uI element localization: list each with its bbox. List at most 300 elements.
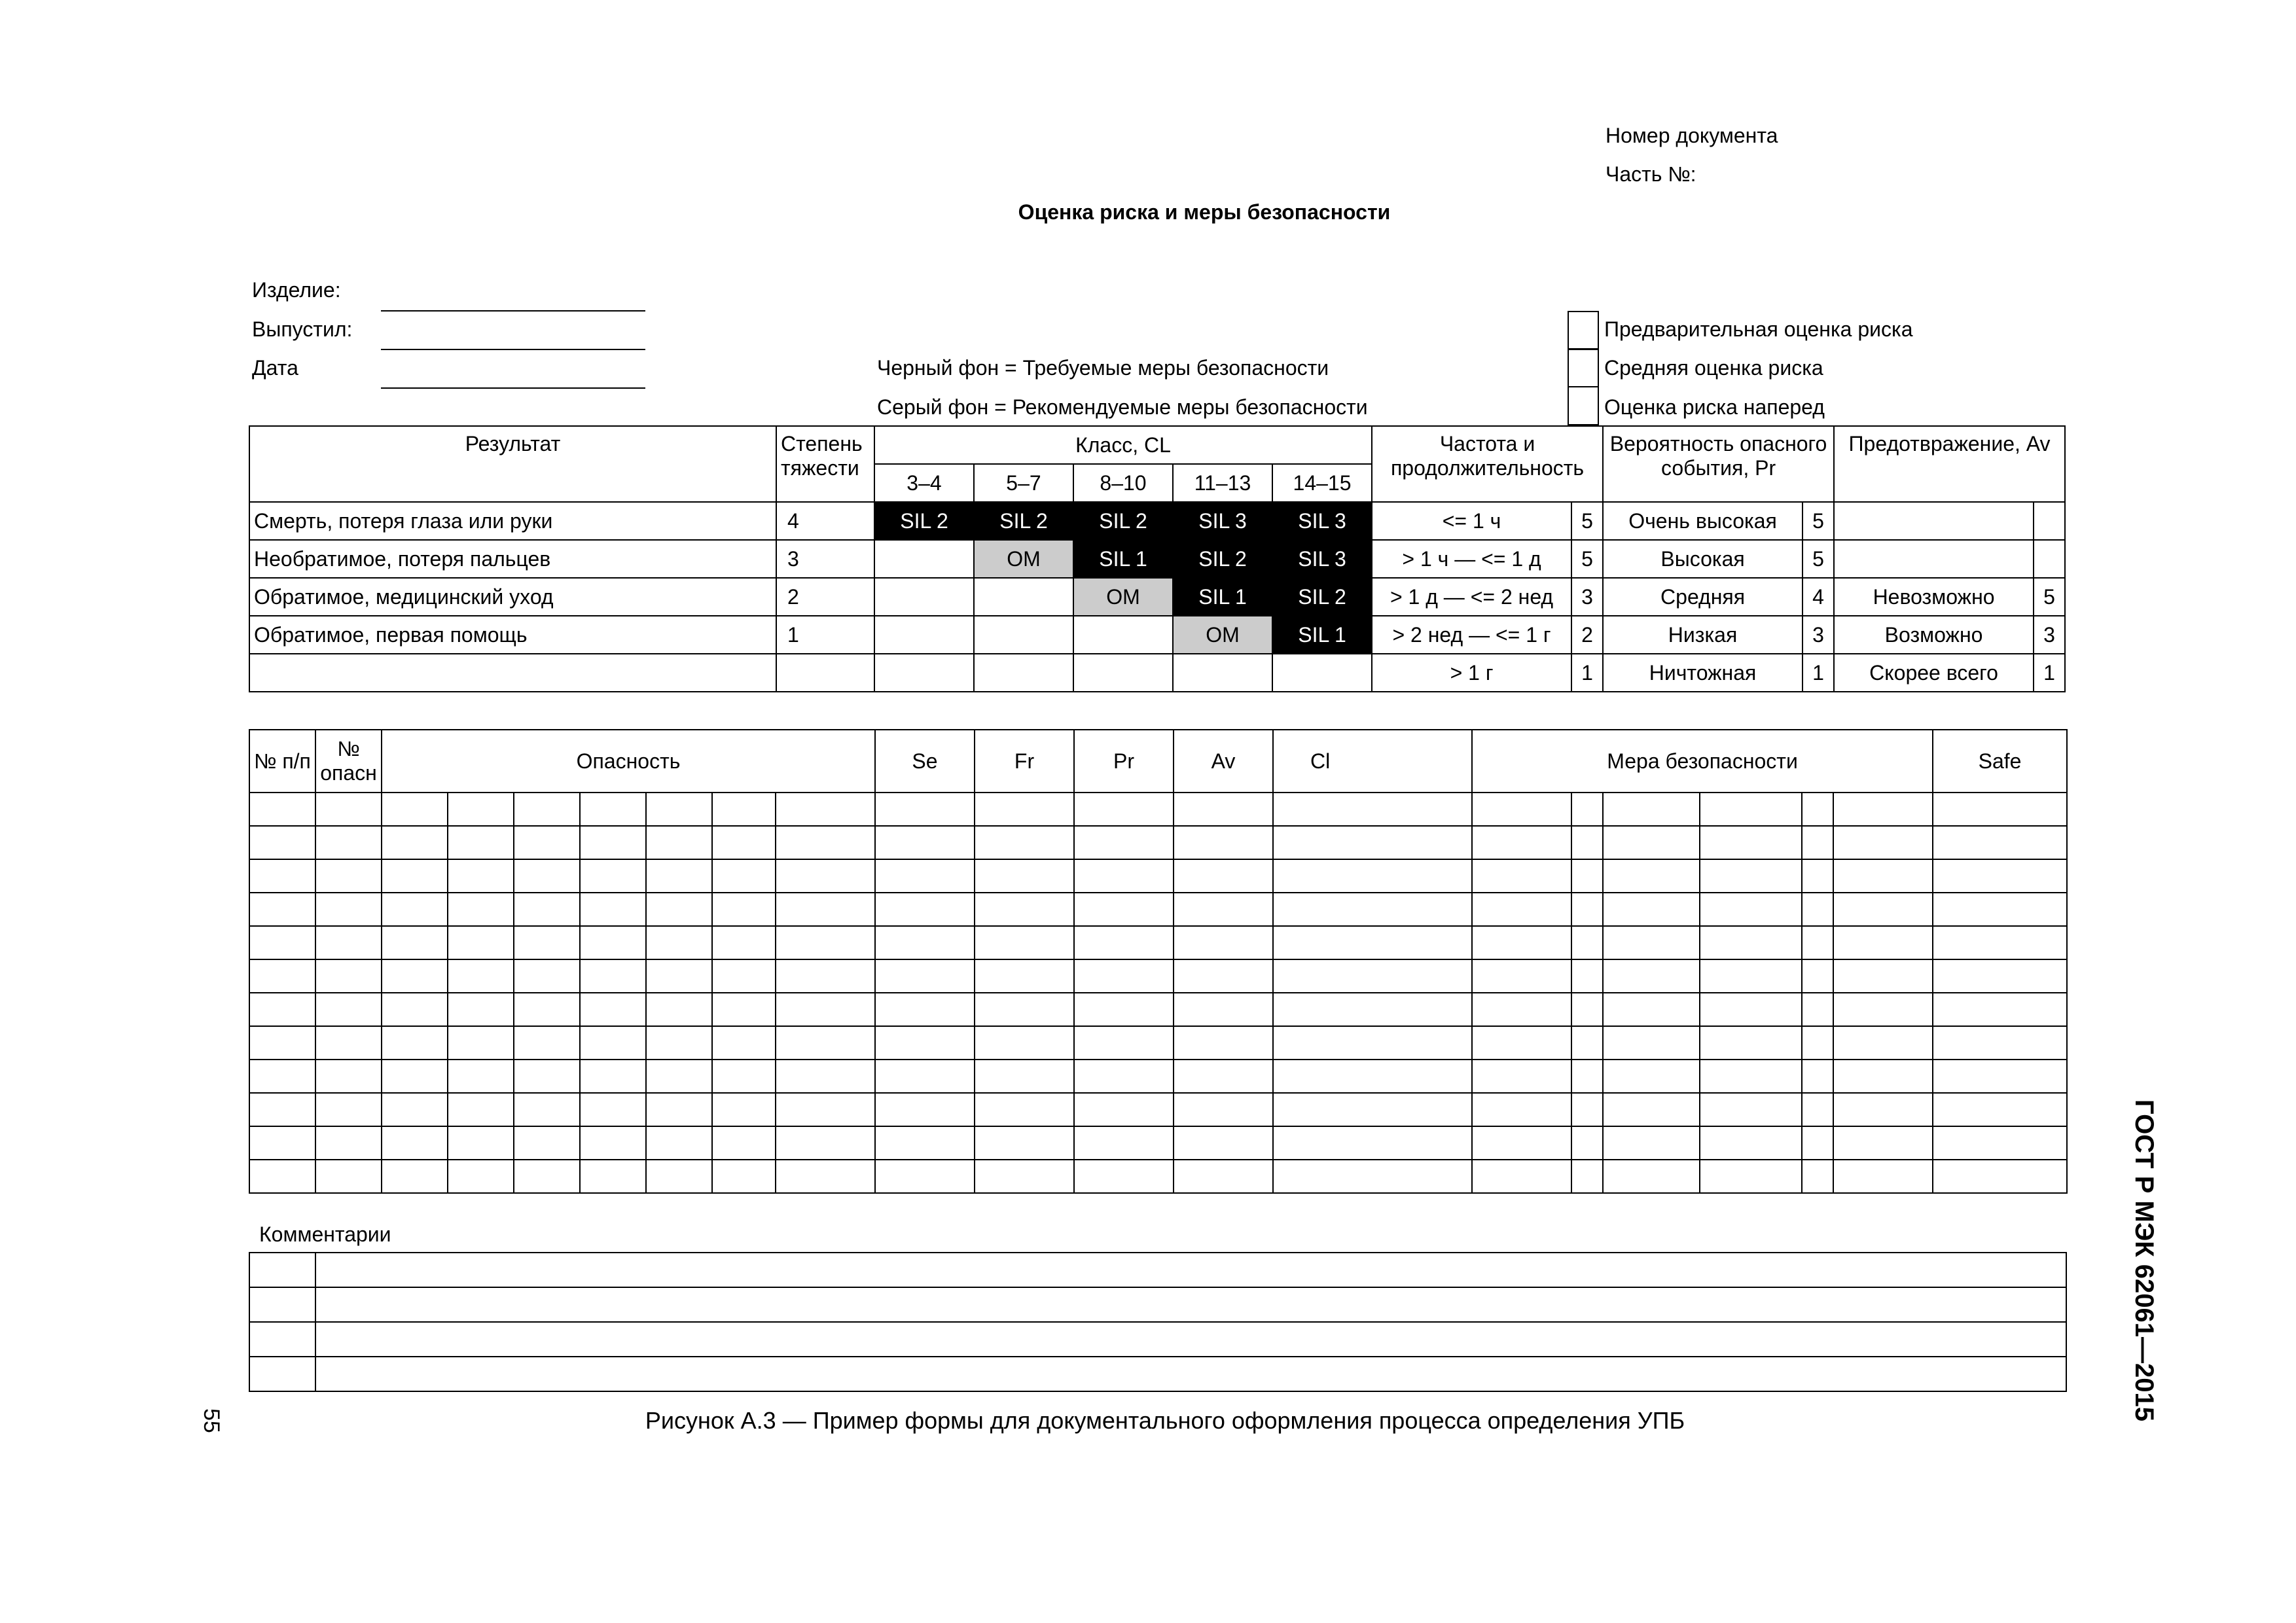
hazard-cell[interactable] bbox=[249, 1060, 315, 1093]
hazard-cell[interactable] bbox=[448, 1126, 514, 1160]
hazard-cell[interactable] bbox=[1933, 1026, 2067, 1060]
hazard-cell[interactable] bbox=[1802, 926, 1833, 959]
hazard-cell[interactable] bbox=[712, 993, 776, 1026]
hazard-cell[interactable] bbox=[1074, 793, 1174, 826]
hazard-cell[interactable] bbox=[1933, 1093, 2067, 1126]
hazard-cell[interactable] bbox=[975, 1026, 1074, 1060]
hazard-cell[interactable] bbox=[1833, 993, 1933, 1026]
hazard-cell[interactable] bbox=[712, 959, 776, 993]
class-range-0: 3–4 bbox=[874, 464, 974, 502]
hazard-cell[interactable] bbox=[875, 1126, 975, 1160]
avoidance-cell bbox=[1834, 502, 2034, 540]
hazard-cell[interactable] bbox=[975, 1126, 1074, 1160]
comment-text-cell[interactable] bbox=[315, 1357, 2066, 1391]
hazard-cell[interactable] bbox=[249, 826, 315, 859]
hazard-cell[interactable] bbox=[975, 926, 1074, 959]
hazard-cell[interactable] bbox=[1571, 926, 1603, 959]
hazard-cell[interactable] bbox=[712, 826, 776, 859]
comment-text-cell[interactable] bbox=[315, 1322, 2066, 1357]
assessment-preliminary-label: Предварительная оценка риска bbox=[1604, 317, 1913, 341]
hazard-cell[interactable] bbox=[1174, 993, 1273, 1026]
hazard-cell[interactable] bbox=[1700, 826, 1802, 859]
hazard-cell[interactable] bbox=[1074, 1126, 1174, 1160]
class-cell bbox=[974, 654, 1073, 692]
issued-label: Выпустил: bbox=[252, 317, 353, 341]
hazard-cell[interactable] bbox=[712, 1126, 776, 1160]
avoidance-cell: Возможно bbox=[1834, 616, 2034, 654]
hazard-cell[interactable] bbox=[1700, 1060, 1802, 1093]
hazard-cell[interactable] bbox=[580, 893, 646, 926]
hazard-cell[interactable] bbox=[1174, 1060, 1273, 1093]
hazard-cell[interactable] bbox=[448, 859, 514, 893]
hazard-row bbox=[249, 893, 2067, 926]
hazard-cell[interactable] bbox=[875, 793, 975, 826]
hazard-cell[interactable] bbox=[875, 826, 975, 859]
hazard-cell[interactable] bbox=[448, 893, 514, 926]
hazard-cell[interactable] bbox=[1802, 893, 1833, 926]
hazard-cell[interactable] bbox=[448, 793, 514, 826]
comment-number-cell[interactable] bbox=[249, 1287, 315, 1322]
hazard-cell[interactable] bbox=[315, 859, 382, 893]
hazard-cell[interactable] bbox=[975, 1060, 1074, 1093]
hazard-cell[interactable] bbox=[1700, 959, 1802, 993]
hazard-cell[interactable] bbox=[1833, 793, 1933, 826]
hazard-cell[interactable] bbox=[1933, 993, 2067, 1026]
hazard-cell[interactable] bbox=[1074, 1026, 1174, 1060]
hazard-cell[interactable] bbox=[514, 1093, 580, 1126]
hazard-cell[interactable] bbox=[875, 1160, 975, 1193]
hazard-cell[interactable] bbox=[249, 1093, 315, 1126]
hazard-cell[interactable] bbox=[1833, 1026, 1933, 1060]
hazard-cell[interactable] bbox=[1603, 826, 1700, 859]
hazard-cell[interactable] bbox=[580, 1160, 646, 1193]
product-field[interactable] bbox=[381, 310, 645, 312]
hazard-cell[interactable] bbox=[1472, 1126, 1571, 1160]
hazard-cell[interactable] bbox=[382, 926, 448, 959]
hazard-cell[interactable] bbox=[448, 993, 514, 1026]
comment-text-cell[interactable] bbox=[315, 1287, 2066, 1322]
hazard-cell[interactable] bbox=[1472, 1160, 1571, 1193]
class-cell: OM bbox=[1073, 578, 1173, 616]
hazard-cell[interactable] bbox=[1833, 926, 1933, 959]
hazard-cell[interactable] bbox=[1603, 1093, 1700, 1126]
hazard-cell[interactable] bbox=[1174, 1093, 1273, 1126]
hazard-cell[interactable] bbox=[315, 926, 382, 959]
hazard-cell[interactable] bbox=[249, 959, 315, 993]
hazard-cell[interactable] bbox=[580, 826, 646, 859]
hazard-cell[interactable] bbox=[875, 1093, 975, 1126]
hazard-cell[interactable] bbox=[580, 859, 646, 893]
header-se: Se bbox=[875, 730, 975, 793]
hazard-cell[interactable] bbox=[315, 1060, 382, 1093]
hazard-cell[interactable] bbox=[646, 1060, 712, 1093]
hazard-cell[interactable] bbox=[580, 1093, 646, 1126]
hazard-cell[interactable] bbox=[1833, 859, 1933, 893]
hazard-cell[interactable] bbox=[1571, 1160, 1603, 1193]
hazard-cell[interactable] bbox=[315, 959, 382, 993]
hazard-cell[interactable] bbox=[1833, 826, 1933, 859]
probability-cell: Средняя bbox=[1603, 578, 1803, 616]
hazard-cell[interactable] bbox=[1472, 993, 1571, 1026]
hazard-cell[interactable] bbox=[1802, 959, 1833, 993]
checkbox-preliminary[interactable] bbox=[1568, 311, 1599, 350]
hazard-cell[interactable] bbox=[1174, 859, 1273, 893]
hazard-cell[interactable] bbox=[1933, 1060, 2067, 1093]
hazard-cell[interactable] bbox=[1571, 893, 1603, 926]
class-cell: SIL 1 bbox=[1272, 616, 1372, 654]
hazard-cell[interactable] bbox=[382, 1060, 448, 1093]
hazard-cell[interactable] bbox=[712, 859, 776, 893]
hazard-cell[interactable] bbox=[1802, 1093, 1833, 1126]
hazard-cell[interactable] bbox=[1603, 993, 1700, 1026]
hazard-cell[interactable] bbox=[1273, 1026, 1472, 1060]
class-cell bbox=[1073, 616, 1173, 654]
hazard-cell[interactable] bbox=[1472, 926, 1571, 959]
comment-text-cell[interactable] bbox=[315, 1253, 2066, 1287]
hazard-cell[interactable] bbox=[1603, 1026, 1700, 1060]
hazard-cell[interactable] bbox=[776, 859, 875, 893]
hazard-cell[interactable] bbox=[712, 893, 776, 926]
hazard-cell[interactable] bbox=[1472, 959, 1571, 993]
class-cell: SIL 2 bbox=[1073, 502, 1173, 540]
hazard-cell[interactable] bbox=[646, 1093, 712, 1126]
hazard-cell[interactable] bbox=[382, 1093, 448, 1126]
hazard-cell[interactable] bbox=[1833, 1060, 1933, 1093]
hazard-cell[interactable] bbox=[1571, 1093, 1603, 1126]
hazard-cell[interactable] bbox=[776, 793, 875, 826]
hazard-cell[interactable] bbox=[646, 859, 712, 893]
hazard-cell[interactable] bbox=[1933, 826, 2067, 859]
checkbox-intermediate[interactable] bbox=[1568, 348, 1599, 387]
hazard-cell[interactable] bbox=[1933, 1126, 2067, 1160]
hazard-cell[interactable] bbox=[1273, 1060, 1472, 1093]
hazard-cell[interactable] bbox=[875, 1026, 975, 1060]
hazard-cell[interactable] bbox=[975, 859, 1074, 893]
hazard-cell[interactable] bbox=[448, 1026, 514, 1060]
hazard-cell[interactable] bbox=[776, 959, 875, 993]
hazard-cell[interactable] bbox=[1933, 793, 2067, 826]
frequency-score-cell: 1 bbox=[1571, 654, 1603, 692]
frequency-score-cell: 2 bbox=[1571, 616, 1603, 654]
hazard-cell[interactable] bbox=[1273, 893, 1472, 926]
hazard-cell[interactable] bbox=[382, 826, 448, 859]
hazard-cell[interactable] bbox=[448, 1160, 514, 1193]
hazard-cell[interactable] bbox=[1472, 826, 1571, 859]
hazard-cell[interactable] bbox=[1472, 893, 1571, 926]
hazard-cell[interactable] bbox=[776, 926, 875, 959]
hazard-cell[interactable] bbox=[1700, 1093, 1802, 1126]
hazard-cell[interactable] bbox=[975, 993, 1074, 1026]
hazard-cell[interactable] bbox=[646, 1026, 712, 1060]
hazard-cell[interactable] bbox=[646, 926, 712, 959]
hazard-cell[interactable] bbox=[1933, 926, 2067, 959]
hazard-cell[interactable] bbox=[1074, 893, 1174, 926]
hazard-cell[interactable] bbox=[315, 1026, 382, 1060]
hazard-cell[interactable] bbox=[514, 859, 580, 893]
hazard-cell[interactable] bbox=[1802, 1160, 1833, 1193]
hazard-cell[interactable] bbox=[1174, 893, 1273, 926]
assessment-forward-label: Оценка риска наперед bbox=[1604, 395, 1825, 419]
class-cell: SIL 2 bbox=[974, 502, 1073, 540]
hazard-cell[interactable] bbox=[1074, 993, 1174, 1026]
hazard-cell[interactable] bbox=[1802, 793, 1833, 826]
hazard-cell[interactable] bbox=[514, 893, 580, 926]
hazard-cell[interactable] bbox=[1700, 993, 1802, 1026]
header-severity: Степень тяжести bbox=[776, 426, 874, 502]
hazard-cell[interactable] bbox=[1472, 1026, 1571, 1060]
hazard-cell[interactable] bbox=[776, 893, 875, 926]
hazard-cell[interactable] bbox=[1700, 926, 1802, 959]
hazard-cell[interactable] bbox=[580, 926, 646, 959]
hazard-cell[interactable] bbox=[1802, 859, 1833, 893]
hazard-cell[interactable] bbox=[249, 1126, 315, 1160]
hazard-cell[interactable] bbox=[975, 959, 1074, 993]
hazard-cell[interactable] bbox=[514, 1060, 580, 1093]
hazard-cell[interactable] bbox=[382, 1126, 448, 1160]
date-label: Дата bbox=[252, 356, 298, 380]
hazard-cell[interactable] bbox=[1700, 859, 1802, 893]
hazard-cell[interactable] bbox=[514, 1126, 580, 1160]
probability-cell: Ничтожная bbox=[1603, 654, 1803, 692]
hazard-cell[interactable] bbox=[1273, 1093, 1472, 1126]
frequency-score-cell: 3 bbox=[1571, 578, 1603, 616]
hazard-cell[interactable] bbox=[646, 1160, 712, 1193]
hazard-cell[interactable] bbox=[1273, 926, 1472, 959]
class-range-2: 8–10 bbox=[1073, 464, 1173, 502]
hazard-cell[interactable] bbox=[1700, 1160, 1802, 1193]
hazard-cell[interactable] bbox=[1933, 959, 2067, 993]
hazard-cell[interactable] bbox=[646, 893, 712, 926]
risk-row bbox=[249, 502, 2065, 540]
hazard-cell[interactable] bbox=[1472, 1060, 1571, 1093]
hazard-cell[interactable] bbox=[1174, 1126, 1273, 1160]
hazard-cell[interactable] bbox=[1603, 926, 1700, 959]
hazard-cell[interactable] bbox=[1603, 1126, 1700, 1160]
probability-score-cell: 4 bbox=[1803, 578, 1834, 616]
hazard-cell[interactable] bbox=[249, 1026, 315, 1060]
hazard-cell[interactable] bbox=[1802, 993, 1833, 1026]
hazard-cell[interactable] bbox=[1802, 826, 1833, 859]
hazard-cell[interactable] bbox=[646, 826, 712, 859]
hazard-cell[interactable] bbox=[1273, 959, 1472, 993]
hazard-cell[interactable] bbox=[1174, 793, 1273, 826]
hazard-cell[interactable] bbox=[875, 1060, 975, 1093]
hazard-cell[interactable] bbox=[1571, 1026, 1603, 1060]
severity-cell: 2 bbox=[776, 578, 874, 616]
hazard-cell[interactable] bbox=[514, 1026, 580, 1060]
hazard-cell[interactable] bbox=[1074, 859, 1174, 893]
class-cell: OM bbox=[1173, 616, 1272, 654]
hazard-cell[interactable] bbox=[712, 1026, 776, 1060]
hazard-cell[interactable] bbox=[1933, 859, 2067, 893]
hazard-cell[interactable] bbox=[448, 826, 514, 859]
hazard-cell[interactable] bbox=[875, 959, 975, 993]
hazard-cell[interactable] bbox=[1571, 959, 1603, 993]
hazard-cell[interactable] bbox=[580, 793, 646, 826]
hazard-cell[interactable] bbox=[580, 1060, 646, 1093]
hazard-cell[interactable] bbox=[382, 959, 448, 993]
hazard-cell[interactable] bbox=[1603, 1160, 1700, 1193]
hazard-cell[interactable] bbox=[1273, 859, 1472, 893]
hazard-cell[interactable] bbox=[1074, 1160, 1174, 1193]
hazard-cell[interactable] bbox=[712, 793, 776, 826]
hazard-cell[interactable] bbox=[514, 793, 580, 826]
hazard-cell[interactable] bbox=[975, 893, 1074, 926]
hazard-cell[interactable] bbox=[382, 993, 448, 1026]
hazard-cell[interactable] bbox=[1603, 893, 1700, 926]
hazard-cell[interactable] bbox=[315, 793, 382, 826]
hazard-cell[interactable] bbox=[1603, 859, 1700, 893]
hazard-cell[interactable] bbox=[1700, 793, 1802, 826]
hazard-cell[interactable] bbox=[1074, 959, 1174, 993]
hazard-cell[interactable] bbox=[1833, 1160, 1933, 1193]
hazard-cell[interactable] bbox=[514, 1160, 580, 1193]
hazard-cell[interactable] bbox=[580, 1026, 646, 1060]
hazard-cell[interactable] bbox=[1074, 926, 1174, 959]
hazard-cell[interactable] bbox=[776, 993, 875, 1026]
hazard-cell[interactable] bbox=[1571, 993, 1603, 1026]
hazard-cell[interactable] bbox=[776, 1093, 875, 1126]
hazard-cell[interactable] bbox=[1571, 1126, 1603, 1160]
hazard-cell[interactable] bbox=[646, 793, 712, 826]
hazard-cell[interactable] bbox=[249, 993, 315, 1026]
hazard-cell[interactable] bbox=[249, 793, 315, 826]
hazard-cell[interactable] bbox=[1833, 1126, 1933, 1160]
hazard-cell[interactable] bbox=[1802, 1060, 1833, 1093]
hazard-cell[interactable] bbox=[712, 926, 776, 959]
part-number-label: Часть №: bbox=[1605, 162, 1696, 186]
hazard-cell[interactable] bbox=[1174, 826, 1273, 859]
hazard-cell[interactable] bbox=[249, 859, 315, 893]
hazard-cell[interactable] bbox=[776, 826, 875, 859]
hazard-cell[interactable] bbox=[448, 926, 514, 959]
hazard-cell[interactable] bbox=[1603, 959, 1700, 993]
hazard-cell[interactable] bbox=[975, 1160, 1074, 1193]
hazard-cell[interactable] bbox=[646, 959, 712, 993]
hazard-cell[interactable] bbox=[382, 893, 448, 926]
hazard-cell[interactable] bbox=[776, 1160, 875, 1193]
hazard-cell[interactable] bbox=[712, 1093, 776, 1126]
hazard-cell[interactable] bbox=[1472, 859, 1571, 893]
hazard-cell[interactable] bbox=[975, 826, 1074, 859]
comment-number-cell[interactable] bbox=[249, 1253, 315, 1287]
hazard-cell[interactable] bbox=[1933, 1160, 2067, 1193]
hazard-cell[interactable] bbox=[1571, 793, 1603, 826]
hazard-cell[interactable] bbox=[1603, 793, 1700, 826]
hazard-cell[interactable] bbox=[1700, 1126, 1802, 1160]
hazard-cell[interactable] bbox=[1273, 793, 1472, 826]
hazard-cell[interactable] bbox=[1074, 1093, 1174, 1126]
header-fr: Fr bbox=[975, 730, 1074, 793]
hazard-cell[interactable] bbox=[1174, 926, 1273, 959]
hazard-cell[interactable] bbox=[1273, 993, 1472, 1026]
hazard-cell[interactable] bbox=[712, 1060, 776, 1093]
hazard-cell[interactable] bbox=[875, 859, 975, 893]
result-cell: Необратимое, потеря пальцев bbox=[249, 540, 776, 578]
hazard-cell[interactable] bbox=[1571, 1060, 1603, 1093]
hazard-cell[interactable] bbox=[1833, 893, 1933, 926]
hazard-cell[interactable] bbox=[1074, 826, 1174, 859]
comment-number-cell[interactable] bbox=[249, 1357, 315, 1391]
hazard-cell[interactable] bbox=[448, 959, 514, 993]
hazard-cell[interactable] bbox=[1174, 1160, 1273, 1193]
hazard-cell[interactable] bbox=[315, 893, 382, 926]
hazard-cell[interactable] bbox=[1833, 959, 1933, 993]
hazard-cell[interactable] bbox=[315, 826, 382, 859]
hazard-cell[interactable] bbox=[1802, 1126, 1833, 1160]
hazard-cell[interactable] bbox=[1273, 1126, 1472, 1160]
hazard-cell[interactable] bbox=[1571, 859, 1603, 893]
hazard-cell[interactable] bbox=[580, 993, 646, 1026]
hazard-cell[interactable] bbox=[1273, 1160, 1472, 1193]
hazard-cell[interactable] bbox=[249, 926, 315, 959]
hazard-cell[interactable] bbox=[646, 993, 712, 1026]
hazard-cell[interactable] bbox=[249, 893, 315, 926]
hazard-cell[interactable] bbox=[646, 1126, 712, 1160]
hazard-cell[interactable] bbox=[875, 926, 975, 959]
hazard-cell[interactable] bbox=[1174, 959, 1273, 993]
hazard-cell[interactable] bbox=[1472, 1093, 1571, 1126]
hazard-cell[interactable] bbox=[975, 1093, 1074, 1126]
hazard-cell[interactable] bbox=[975, 793, 1074, 826]
hazard-cell[interactable] bbox=[580, 959, 646, 993]
hazard-cell[interactable] bbox=[1833, 1093, 1933, 1126]
hazard-cell[interactable] bbox=[1603, 1060, 1700, 1093]
hazard-cell[interactable] bbox=[1174, 1026, 1273, 1060]
checkbox-forward[interactable] bbox=[1568, 386, 1599, 425]
hazard-cell[interactable] bbox=[315, 1093, 382, 1126]
hazard-cell[interactable] bbox=[514, 959, 580, 993]
hazard-cell[interactable] bbox=[776, 1126, 875, 1160]
hazard-cell[interactable] bbox=[875, 993, 975, 1026]
hazard-cell[interactable] bbox=[514, 826, 580, 859]
hazard-cell[interactable] bbox=[1933, 893, 2067, 926]
date-field[interactable] bbox=[381, 387, 645, 389]
hazard-cell[interactable] bbox=[1802, 1026, 1833, 1060]
hazard-cell[interactable] bbox=[514, 926, 580, 959]
hazard-cell[interactable] bbox=[1472, 793, 1571, 826]
hazard-cell[interactable] bbox=[249, 1160, 315, 1193]
hazard-cell[interactable] bbox=[1074, 1060, 1174, 1093]
hazard-cell[interactable] bbox=[514, 993, 580, 1026]
hazard-cell[interactable] bbox=[315, 993, 382, 1026]
header-result: Результат bbox=[249, 426, 776, 502]
hazard-cell[interactable] bbox=[712, 1160, 776, 1193]
hazard-cell[interactable] bbox=[382, 1160, 448, 1193]
hazard-cell[interactable] bbox=[1571, 826, 1603, 859]
hazard-cell[interactable] bbox=[315, 1126, 382, 1160]
hazard-cell[interactable] bbox=[580, 1126, 646, 1160]
hazard-cell[interactable] bbox=[875, 893, 975, 926]
class-cell: SIL 3 bbox=[1272, 540, 1372, 578]
hazard-cell[interactable] bbox=[776, 1026, 875, 1060]
header-hazard: Опасность bbox=[382, 730, 875, 793]
header-pr: Pr bbox=[1074, 730, 1174, 793]
hazard-cell[interactable] bbox=[382, 1026, 448, 1060]
issued-field[interactable] bbox=[381, 349, 645, 350]
hazard-cell[interactable] bbox=[1273, 826, 1472, 859]
hazard-cell[interactable] bbox=[448, 1060, 514, 1093]
hazard-cell[interactable] bbox=[382, 859, 448, 893]
hazard-cell[interactable] bbox=[448, 1093, 514, 1126]
hazard-cell[interactable] bbox=[1700, 1026, 1802, 1060]
hazard-cell[interactable] bbox=[382, 793, 448, 826]
hazard-cell[interactable] bbox=[315, 1160, 382, 1193]
hazard-cell[interactable] bbox=[776, 1060, 875, 1093]
comment-number-cell[interactable] bbox=[249, 1322, 315, 1357]
frequency-cell: > 1 г bbox=[1372, 654, 1571, 692]
hazard-cell[interactable] bbox=[1700, 893, 1802, 926]
